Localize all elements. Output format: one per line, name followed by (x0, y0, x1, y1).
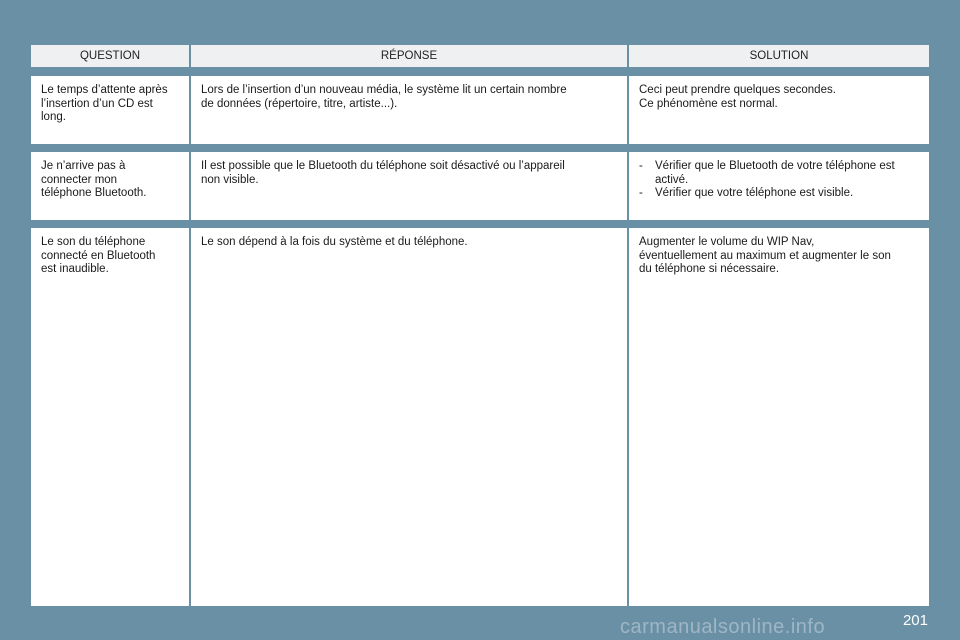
row-1-question (31, 76, 189, 144)
row-1-solution-line: Ceci peut prendre quelques secondes. (639, 84, 836, 96)
row-3-solution (629, 228, 929, 606)
solution-bullet (639, 187, 919, 201)
page-number: 201 (902, 612, 928, 629)
header-solution: SOLUTION (629, 45, 929, 67)
bullet-line: activé. (655, 173, 689, 186)
row-3-question (31, 228, 189, 606)
header-answer: RÉPONSE (191, 45, 627, 67)
row-2-question-line: connecter mon (41, 173, 118, 186)
row-3-solution-line: Augmenter le volume du WIP Nav, (639, 236, 815, 248)
watermark: carmanualsonline.info (620, 616, 826, 638)
row-2-question (31, 152, 189, 220)
row-2-answer (191, 152, 627, 220)
bullet-dash: - (639, 160, 643, 172)
row-3-answer (191, 228, 627, 606)
row-3-answer-line: Le son dépend à la fois du système et du téléphone. (201, 236, 468, 248)
solution-bullet (639, 160, 919, 187)
row-3-question-line: Le son du téléphone (41, 236, 146, 248)
row-2-question-line: téléphone Bluetooth. (41, 187, 147, 199)
row-3-question-line: est inaudible. (41, 263, 109, 275)
row-2-question-line: Je n’arrive pas à (41, 160, 126, 172)
row-3-solution-line: éventuellement au maximum et augmenter le son (639, 249, 891, 262)
row-1-question-line: long. (41, 111, 66, 123)
bullet-line: Vérifier que votre téléphone est visible. (655, 187, 854, 199)
row-2-answer-line: non visible. (201, 173, 259, 186)
row-1-question-line: Le temps d’attente après (41, 84, 168, 96)
row-1-solution (629, 76, 929, 144)
bullet-dash: - (639, 187, 643, 199)
row-3-question-line: connecté en Bluetooth (41, 249, 156, 262)
row-1-question-line: l’insertion d’un CD est (41, 97, 153, 110)
row-2-solution (629, 152, 929, 220)
row-1-answer-line: de données (répertoire, titre, artiste...). (201, 97, 398, 110)
row-1-answer-line: Lors de l’insertion d’un nouveau média, le système lit un certain nombre (201, 84, 567, 96)
row-1-answer (191, 76, 627, 144)
bullet-line: Vérifier que le Bluetooth de votre téléphone est (655, 160, 895, 172)
row-1-solution-line: Ce phénomène est normal. (639, 97, 778, 110)
row-2-answer-line: Il est possible que le Bluetooth du téléphone soit désactivé ou l’appareil (201, 160, 565, 172)
row-3-solution-line: du téléphone si nécessaire. (639, 263, 780, 275)
header-question: QUESTION (31, 45, 189, 67)
